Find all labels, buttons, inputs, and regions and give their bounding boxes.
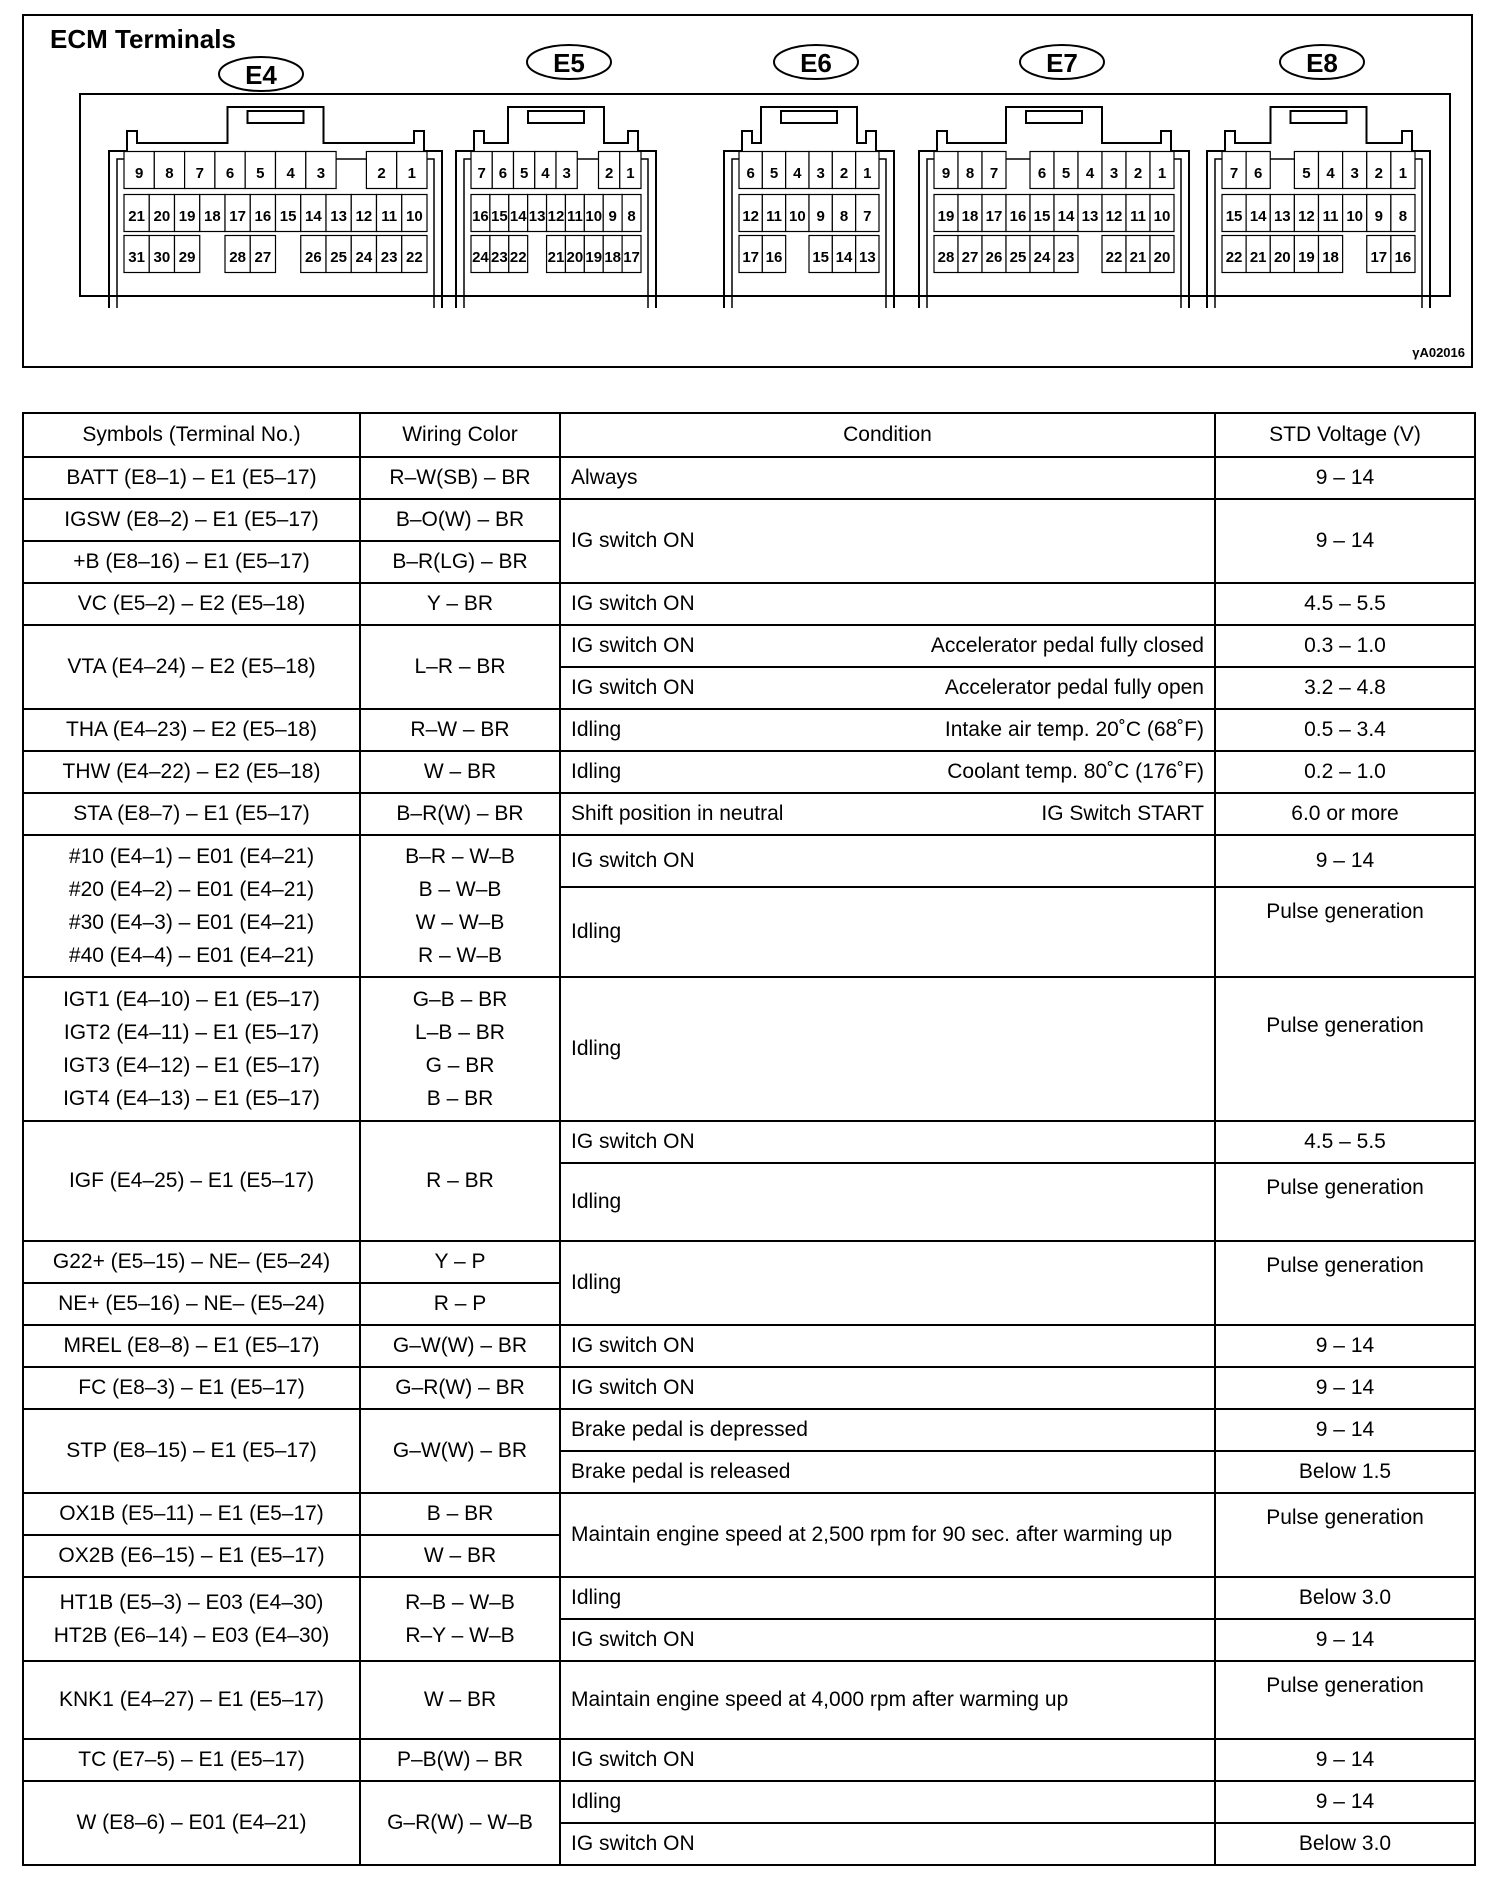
pin-number: 3 (1109, 165, 1119, 182)
pin-number: 16 (1394, 249, 1412, 266)
wiring-color-cell: P–B(W) – BR (360, 1739, 560, 1781)
table-row (23, 583, 1475, 625)
pin-number: 23 (380, 249, 398, 266)
symbol-line: IGT4 (E4–13) – E1 (E5–17) (63, 1087, 320, 1110)
condition-cell: Idling (560, 1781, 1215, 1823)
table-row (23, 1577, 1475, 1619)
symbol-cell: MREL (E8–8) – E1 (E5–17) (23, 1325, 360, 1367)
std-voltage-cell: Pulse generation (1215, 887, 1475, 977)
symbol-cell: W (E8–6) – E01 (E4–21) (23, 1781, 360, 1865)
header-wiring-color: Wiring Color (360, 413, 560, 457)
std-voltage-cell: 9 – 14 (1215, 1367, 1475, 1409)
pin-number: 25 (330, 249, 347, 266)
symbol-cell (23, 977, 360, 1121)
condition-cell: Idling (560, 977, 1215, 1121)
condition-cell: Idling (560, 1241, 1215, 1325)
pin-number: 19 (937, 208, 955, 225)
wiring-color-cell: B–R(W) – BR (360, 793, 560, 835)
pin-number: 5 (256, 165, 265, 182)
pin-number: 4 (286, 165, 295, 182)
pin-number: 14 (1249, 208, 1267, 225)
condition-cell (560, 751, 1215, 793)
pin-number: 12 (1298, 208, 1315, 225)
condition-cell: IG switch ON (560, 1739, 1215, 1781)
pin-number: 5 (519, 165, 529, 182)
pin-number: 9 (608, 208, 617, 225)
wiring-line: B – BR (426, 1087, 494, 1110)
wiring-line: B – W–B (418, 878, 502, 901)
pin-number: 1 (863, 165, 872, 182)
table-row (23, 835, 1475, 887)
table-row (23, 1661, 1475, 1739)
pin-number: 15 (1225, 208, 1243, 225)
pin-number: 2 (1374, 165, 1383, 182)
pin-number: 10 (585, 208, 603, 225)
pin-number: 15 (279, 208, 297, 225)
wiring-line: G – BR (425, 1054, 495, 1077)
pin-number: 13 (858, 249, 876, 266)
wiring-color-cell: R–W(SB) – BR (360, 457, 560, 499)
pin-number: 4 (541, 165, 550, 182)
std-voltage-cell: 0.5 – 3.4 (1215, 709, 1475, 751)
symbol-cell: BATT (E8–1) – E1 (E5–17) (23, 457, 360, 499)
pin-number: 14 (305, 208, 322, 225)
std-voltage-cell: Pulse generation (1215, 1493, 1475, 1577)
pin-number: 1 (1157, 165, 1167, 182)
gamma-glyph: γ (1412, 345, 1420, 360)
condition-cell: Idling (560, 1577, 1215, 1619)
pin-number: 9 (134, 165, 144, 182)
pin-number: 3 (1350, 165, 1359, 182)
pin-number: 8 (1398, 208, 1408, 225)
symbol-cell: NE+ (E5–16) – NE– (E5–24) (23, 1283, 360, 1325)
std-voltage-cell: Pulse generation (1215, 1241, 1475, 1325)
pin-number: 20 (1153, 249, 1171, 266)
pin-number: 19 (1298, 249, 1315, 266)
pin-number: 20 (153, 208, 171, 225)
pin-number: 18 (604, 249, 622, 266)
wiring-line: B–R – W–B (405, 845, 515, 868)
std-voltage-cell: 4.5 – 5.5 (1215, 583, 1475, 625)
pin-number: 4 (793, 165, 802, 182)
std-voltage-cell: Below 3.0 (1215, 1577, 1475, 1619)
symbol-cell (23, 1577, 360, 1661)
pin-number: 1 (407, 165, 417, 182)
connector-label: E6 (800, 48, 832, 78)
wiring-color-cell: W – BR (360, 1535, 560, 1577)
std-voltage-cell: 0.3 – 1.0 (1215, 625, 1475, 667)
pin-number: 6 (498, 165, 508, 182)
table-row (23, 709, 1475, 751)
condition-text: IG switch ON (571, 634, 695, 657)
condition-text: Idling (571, 760, 622, 783)
pin-number: 21 (1249, 249, 1267, 266)
condition-cell (560, 793, 1215, 835)
condition-detail: Intake air temp. 20˚C (68˚F) (944, 718, 1204, 741)
pin-number: 2 (604, 165, 614, 182)
pin-number: 12 (547, 208, 565, 225)
table-row (23, 457, 1475, 499)
std-voltage-cell: Pulse generation (1215, 1163, 1475, 1241)
condition-cell: IG switch ON (560, 583, 1215, 625)
pin-number: 8 (627, 208, 636, 225)
symbol-line: IGT1 (E4–10) – E1 (E5–17) (63, 988, 320, 1011)
wiring-color-cell: G–R(W) – W–B (360, 1781, 560, 1865)
wiring-color-cell: Y – P (360, 1241, 560, 1283)
table-row (23, 1739, 1475, 1781)
symbol-cell: THA (E4–23) – E2 (E5–18) (23, 709, 360, 751)
symbol-cell: TC (E7–5) – E1 (E5–17) (23, 1739, 360, 1781)
pin-number: 9 (1374, 208, 1383, 225)
pin-number: 13 (528, 208, 546, 225)
table-header-row (23, 413, 1475, 457)
condition-detail: Coolant temp. 80˚C (176˚F) (947, 760, 1204, 783)
symbol-line: HT1B (E5–3) – E03 (E4–30) (59, 1591, 324, 1614)
pin-number: 11 (566, 208, 583, 225)
header-condition: Condition (560, 413, 1215, 457)
pin-number: 11 (1130, 208, 1146, 225)
table-row (23, 1781, 1475, 1823)
std-voltage-cell: Pulse generation (1215, 1661, 1475, 1739)
wiring-color-cell: L–R – BR (360, 625, 560, 709)
wiring-color-cell: B – BR (360, 1493, 560, 1535)
symbol-cell (23, 835, 360, 977)
pin-number: 7 (1229, 165, 1239, 182)
symbol-line: HT2B (E6–14) – E03 (E4–30) (53, 1624, 330, 1647)
wiring-color-cell: Y – BR (360, 583, 560, 625)
condition-text: Idling (571, 718, 622, 741)
wiring-color-cell: G–W(W) – BR (360, 1325, 560, 1367)
wiring-color-cell: R–W – BR (360, 709, 560, 751)
pin-number: 13 (1273, 208, 1291, 225)
table-row (23, 1493, 1475, 1535)
pin-number: 28 (229, 249, 246, 266)
wiring-color-cell: B–R(LG) – BR (360, 541, 560, 583)
pin-number: 3 (816, 165, 825, 182)
pin-number: 6 (225, 165, 235, 182)
symbol-cell: KNK1 (E4–27) – E1 (E5–17) (23, 1661, 360, 1739)
pin-number: 18 (1322, 249, 1339, 266)
table-row (23, 751, 1475, 793)
pin-number: 4 (1326, 165, 1335, 182)
symbol-cell: G22+ (E5–15) – NE– (E5–24) (23, 1241, 360, 1283)
condition-cell: IG switch ON (560, 1619, 1215, 1661)
pin-number: 24 (1033, 249, 1051, 266)
symbol-line: #30 (E4–3) – E01 (E4–21) (68, 911, 315, 934)
wiring-color-cell: R – BR (360, 1121, 560, 1241)
symbol-cell: OX1B (E5–11) – E1 (E5–17) (23, 1493, 360, 1535)
std-voltage-cell: 9 – 14 (1215, 1325, 1475, 1367)
std-voltage-cell: Below 1.5 (1215, 1451, 1475, 1493)
pin-number: 16 (472, 208, 489, 225)
pin-number: 14 (509, 208, 527, 225)
wiring-line: W – W–B (415, 911, 505, 934)
pin-number: 19 (178, 208, 196, 225)
pin-number: 16 (254, 208, 272, 225)
pin-number: 5 (1061, 165, 1071, 182)
connector-label: E7 (1046, 48, 1078, 78)
pin-number: 31 (128, 249, 145, 266)
pin-number: 10 (406, 208, 423, 225)
pin-number: 21 (1129, 249, 1147, 266)
pin-number: 11 (766, 208, 782, 225)
table-row (23, 1325, 1475, 1367)
ecm-table-wrap (22, 412, 1474, 1866)
pin-number: 23 (1057, 249, 1075, 266)
pin-number: 24 (472, 249, 489, 266)
condition-cell: Idling (560, 1163, 1215, 1241)
condition-cell: IG switch ON (560, 1823, 1215, 1865)
condition-detail: Accelerator pedal fully open (944, 676, 1204, 699)
wiring-color-cell (360, 1577, 560, 1661)
connector-diagram (24, 16, 1471, 366)
connector-label: E4 (245, 60, 277, 90)
wiring-line: L–B – BR (415, 1021, 505, 1044)
std-voltage-cell: Pulse generation (1215, 977, 1475, 1121)
pin-number: 2 (377, 165, 386, 182)
table-row (23, 793, 1475, 835)
pin-number: 6 (1254, 165, 1263, 182)
pin-number: 15 (1033, 208, 1051, 225)
pin-number: 17 (623, 249, 640, 266)
pin-number: 14 (1057, 208, 1075, 225)
pin-number: 21 (128, 208, 145, 225)
pin-number: 7 (477, 165, 486, 182)
std-voltage-cell: 9 – 14 (1215, 1409, 1475, 1451)
pin-number: 9 (816, 208, 825, 225)
condition-cell: Maintain engine speed at 2,500 rpm for 90 sec. after warming up (560, 1493, 1215, 1577)
header-std-voltage: STD Voltage (V) (1215, 413, 1475, 457)
wiring-color-cell: W – BR (360, 1661, 560, 1739)
std-voltage-cell: Below 3.0 (1215, 1823, 1475, 1865)
condition-cell (560, 625, 1215, 667)
std-voltage-cell: 6.0 or more (1215, 793, 1475, 835)
pin-number: 11 (381, 208, 398, 225)
condition-cell (560, 709, 1215, 751)
symbol-line: #40 (E4–4) – E01 (E4–21) (68, 944, 315, 967)
condition-cell: Brake pedal is depressed (560, 1409, 1215, 1451)
pin-number: 21 (547, 249, 565, 266)
pin-number: 12 (355, 208, 373, 225)
pin-number: 17 (742, 249, 760, 266)
pin-number: 23 (490, 249, 508, 266)
symbol-cell: FC (E8–3) – E1 (E5–17) (23, 1367, 360, 1409)
pin-number: 16 (765, 249, 783, 266)
pin-number: 5 (769, 165, 779, 182)
symbol-cell: VC (E5–2) – E2 (E5–18) (23, 583, 360, 625)
pin-number: 4 (1085, 165, 1095, 182)
pin-number: 11 (1322, 208, 1339, 225)
condition-cell: IG switch ON (560, 499, 1215, 583)
pin-number: 3 (316, 165, 326, 182)
diagram-title: ECM Terminals (50, 24, 236, 54)
pin-number: 6 (1037, 165, 1047, 182)
symbol-line: IGT3 (E4–12) – E1 (E5–17) (63, 1054, 320, 1077)
condition-cell: IG switch ON (560, 1121, 1215, 1163)
pin-number: 29 (178, 249, 196, 266)
symbol-cell: STP (E8–15) – E1 (E5–17) (23, 1409, 360, 1493)
wiring-line: G–B – BR (412, 988, 508, 1011)
pin-number: 20 (1273, 249, 1291, 266)
symbol-line: #20 (E4–2) – E01 (E4–21) (68, 878, 315, 901)
wiring-color-cell (360, 835, 560, 977)
wiring-line: R–B – W–B (405, 1591, 515, 1614)
pin-number: 17 (1370, 249, 1388, 266)
pin-number: 16 (1009, 208, 1027, 225)
pin-number: 22 (1225, 249, 1243, 266)
ecm-terminals-diagram (22, 14, 1473, 368)
std-voltage-cell: 0.2 – 1.0 (1215, 751, 1475, 793)
connector-label: E5 (553, 48, 585, 78)
pin-number: 20 (566, 249, 584, 266)
pin-number: 7 (989, 165, 999, 182)
pin-number: 10 (788, 208, 806, 225)
pin-number: 6 (746, 165, 755, 182)
condition-cell: IG switch ON (560, 1325, 1215, 1367)
pin-number: 28 (937, 249, 955, 266)
condition-text: IG switch ON (571, 676, 695, 699)
symbol-cell: THW (E4–22) – E2 (E5–18) (23, 751, 360, 793)
pin-number: 7 (863, 208, 872, 225)
symbol-cell: OX2B (E6–15) – E1 (E5–17) (23, 1535, 360, 1577)
condition-cell: Brake pedal is released (560, 1451, 1215, 1493)
connector-latch (1026, 111, 1082, 123)
pin-number: 22 (1105, 249, 1123, 266)
pin-number: 15 (812, 249, 830, 266)
diagram-code-text: A02016 (1419, 345, 1465, 360)
pin-number: 26 (985, 249, 1003, 266)
wiring-line: R–Y – W–B (405, 1624, 515, 1647)
connector-latch (248, 111, 304, 123)
symbol-cell: STA (E8–7) – E1 (E5–17) (23, 793, 360, 835)
ecm-terminal-table (22, 412, 1476, 1866)
std-voltage-cell: 9 – 14 (1215, 1619, 1475, 1661)
wiring-line: R – W–B (417, 944, 503, 967)
pin-number: 14 (835, 249, 853, 266)
header-symbols: Symbols (Terminal No.) (23, 413, 360, 457)
pin-number: 2 (839, 165, 849, 182)
pin-number: 22 (406, 249, 423, 266)
table-row (23, 977, 1475, 1121)
condition-cell: Idling (560, 887, 1215, 977)
connector-latch (781, 111, 837, 123)
pin-number: 15 (490, 208, 508, 225)
std-voltage-cell: 9 – 14 (1215, 835, 1475, 887)
pin-number: 22 (509, 249, 527, 266)
symbol-cell: IGSW (E8–2) – E1 (E5–17) (23, 499, 360, 541)
connector-latch (528, 111, 584, 123)
pin-number: 1 (1398, 165, 1408, 182)
std-voltage-cell: 9 – 14 (1215, 457, 1475, 499)
symbol-cell: +B (E8–16) – E1 (E5–17) (23, 541, 360, 583)
condition-detail: IG Switch START (1041, 802, 1204, 825)
pin-number: 25 (1009, 249, 1027, 266)
table-row (23, 1121, 1475, 1163)
condition-cell: Always (560, 457, 1215, 499)
pin-number: 10 (1153, 208, 1171, 225)
wiring-color-cell: G–R(W) – BR (360, 1367, 560, 1409)
pin-number: 13 (1081, 208, 1099, 225)
pin-number: 30 (153, 249, 171, 266)
pin-number: 13 (330, 208, 347, 225)
std-voltage-cell: 9 – 14 (1215, 1781, 1475, 1823)
pin-number: 8 (839, 208, 849, 225)
condition-cell (560, 667, 1215, 709)
condition-cell: IG switch ON (560, 1367, 1215, 1409)
pin-number: 8 (165, 165, 174, 182)
table-row (23, 499, 1475, 541)
diagram-code (1412, 345, 1465, 360)
symbol-line: IGT2 (E4–11) – E1 (E5–17) (63, 1021, 320, 1044)
connector-label: E8 (1306, 48, 1338, 78)
std-voltage-cell: 9 – 14 (1215, 1739, 1475, 1781)
pin-number: 26 (305, 249, 322, 266)
condition-cell: IG switch ON (560, 835, 1215, 887)
symbol-cell: VTA (E4–24) – E2 (E5–18) (23, 625, 360, 709)
connector-latch (1291, 111, 1347, 123)
pin-number: 27 (961, 249, 979, 266)
pin-number: 1 (626, 165, 635, 182)
std-voltage-cell: 4.5 – 5.5 (1215, 1121, 1475, 1163)
pin-number: 9 (941, 165, 951, 182)
condition-cell: Maintain engine speed at 4,000 rpm after warming up (560, 1661, 1215, 1739)
pin-number: 17 (985, 208, 1003, 225)
pin-number: 18 (204, 208, 221, 225)
pin-number: 17 (229, 208, 246, 225)
pin-number: 3 (562, 165, 571, 182)
pin-number: 12 (742, 208, 760, 225)
pin-number: 19 (585, 249, 603, 266)
pin-number: 12 (1105, 208, 1123, 225)
condition-detail: Accelerator pedal fully closed (930, 634, 1204, 657)
symbol-cell: IGF (E4–25) – E1 (E5–17) (23, 1121, 360, 1241)
condition-text: Shift position in neutral (571, 802, 784, 825)
table-row (23, 1409, 1475, 1451)
pin-number: 18 (961, 208, 979, 225)
pin-number: 10 (1346, 208, 1364, 225)
wiring-color-cell: W – BR (360, 751, 560, 793)
std-voltage-cell: 9 – 14 (1215, 499, 1475, 583)
table-row (23, 625, 1475, 667)
pin-number: 7 (195, 165, 204, 182)
pin-number: 2 (1133, 165, 1143, 182)
std-voltage-cell: 3.2 – 4.8 (1215, 667, 1475, 709)
table-row (23, 1367, 1475, 1409)
pin-number: 5 (1302, 165, 1311, 182)
wiring-color-cell (360, 977, 560, 1121)
wiring-color-cell: G–W(W) – BR (360, 1409, 560, 1493)
symbol-line: #10 (E4–1) – E01 (E4–21) (68, 845, 315, 868)
pin-number: 27 (254, 249, 272, 266)
wiring-color-cell: R – P (360, 1283, 560, 1325)
pin-number: 8 (965, 165, 975, 182)
table-row (23, 1241, 1475, 1283)
pin-number: 24 (355, 249, 373, 266)
wiring-color-cell: B–O(W) – BR (360, 499, 560, 541)
